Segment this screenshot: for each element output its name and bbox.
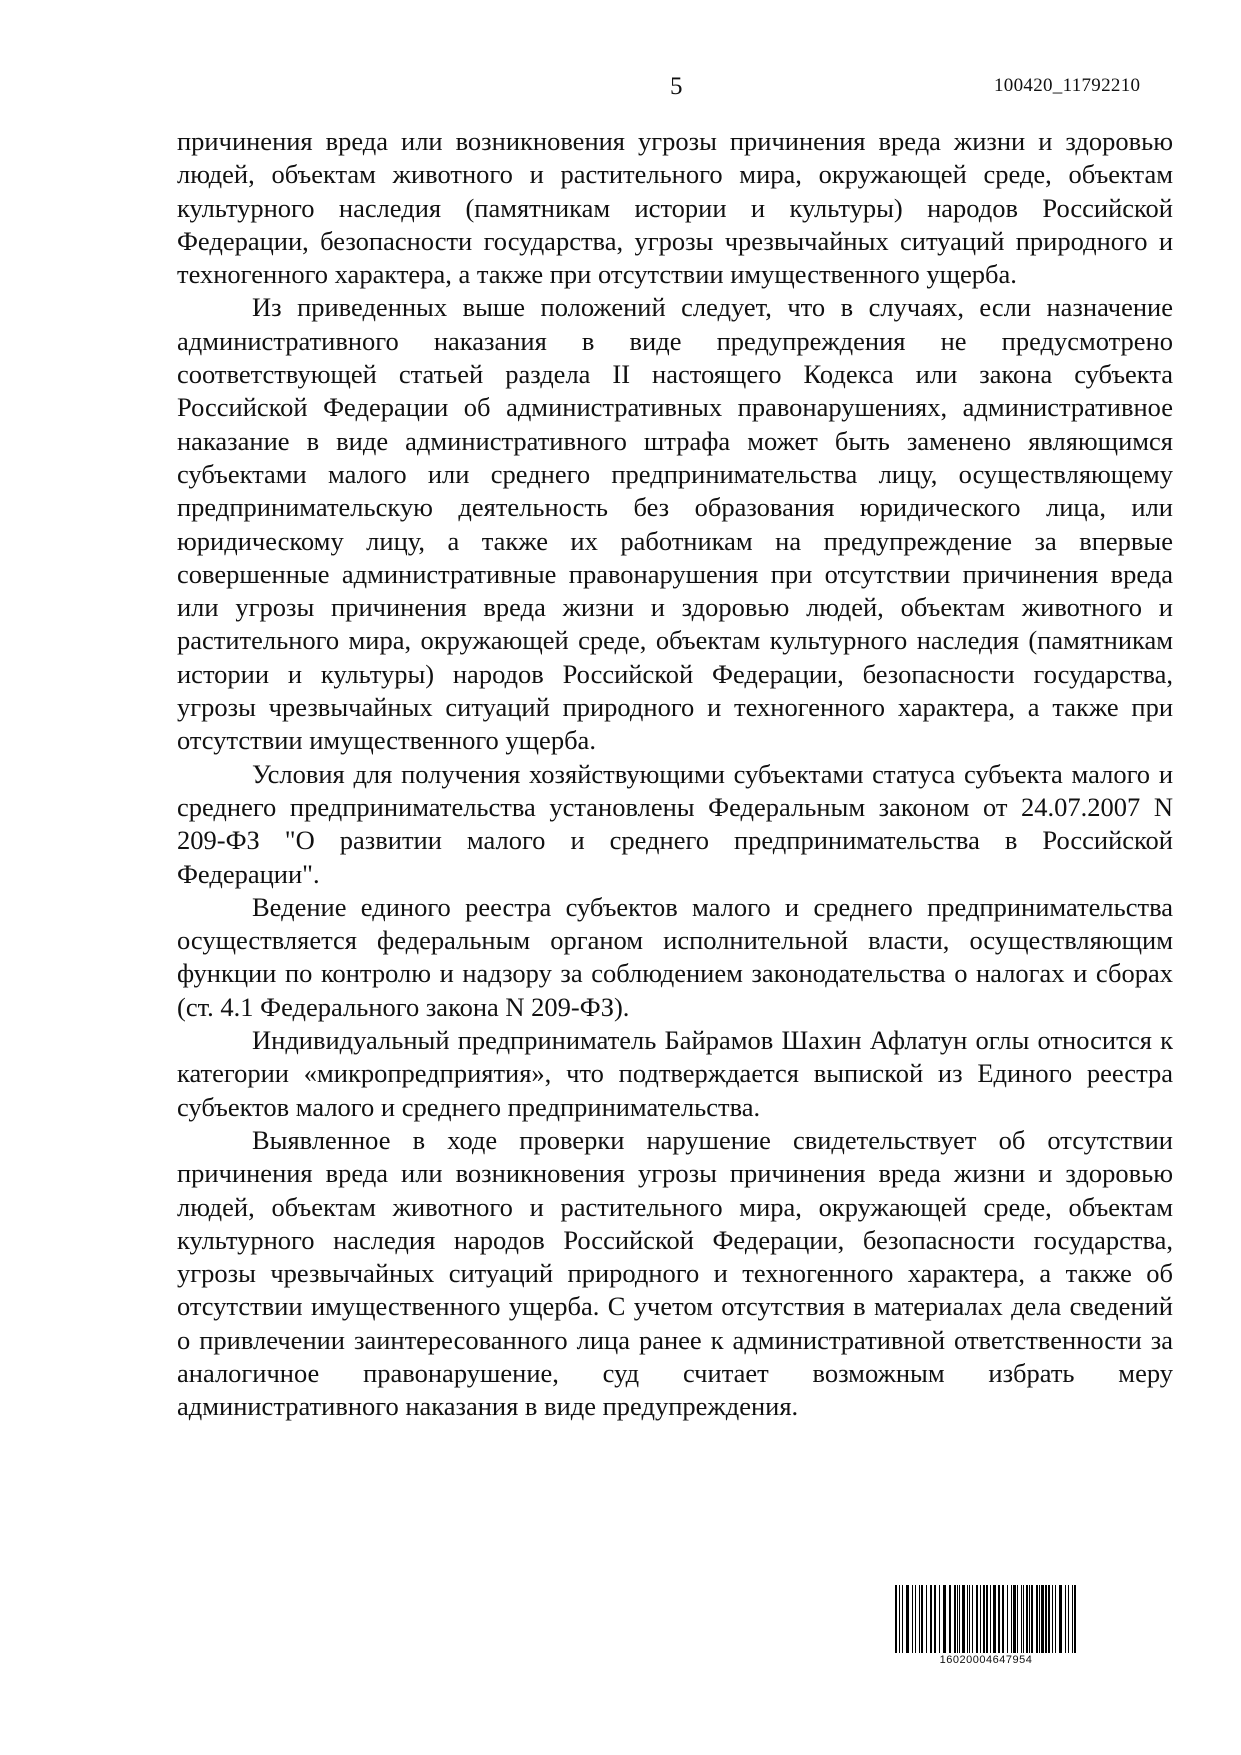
barcode-bar <box>1059 1585 1062 1653</box>
barcode-bar <box>1041 1585 1044 1653</box>
barcode-bar <box>915 1585 916 1653</box>
barcode-bar <box>930 1585 932 1653</box>
barcode-bar <box>1036 1585 1038 1653</box>
barcode-bar <box>959 1585 960 1653</box>
barcode-bar <box>1048 1585 1050 1653</box>
barcode-bar <box>986 1585 988 1653</box>
barcode-bar <box>934 1585 936 1653</box>
barcode <box>893 1585 1079 1669</box>
barcode-bar <box>972 1585 973 1653</box>
barcode-bar <box>1029 1585 1030 1653</box>
barcode-bar <box>980 1585 981 1653</box>
document-id: 100420_11792210 <box>994 75 1141 96</box>
paragraph: Индивидуальный предприниматель Байрамов Шахин Афлатун оглы относится к категории «микропредприятия», что подтверждается выпиской из Единого реестра субъектов малого и среднего предпринимательства. <box>177 1025 1173 1122</box>
barcode-bar <box>1021 1585 1022 1653</box>
paragraph: Условия для получения хозяйствующими субъектами статуса субъекта малого и среднего предпринимательства установлены Федеральным законом от 24.07.2007 N 209-ФЗ "О развитии малого и среднего предпринимательства в Российской Федерации". <box>177 758 1173 889</box>
barcode-bar <box>983 1585 985 1653</box>
barcode-bar <box>1065 1585 1066 1653</box>
barcode-bar <box>1072 1585 1073 1653</box>
barcode-bar <box>1031 1585 1033 1653</box>
barcode-bar <box>967 1585 968 1653</box>
barcode-bar <box>969 1585 970 1653</box>
paragraph: Выявленное в ходе проверки нарушение свидетельствует об отсутствии причинения вреда или возникновения угрозы причинения вреда жизни и здоровью людей, объектам животного и растительного мира, окружающей среде, объектам культурного наследия народов Российской Федерации, безопасности государства, угрозы чрезвычайных ситуаций природного и техногенного характера, а также об отсутствии имущественного ущерба. С учетом отсутствия в материалах дела сведений о привлечении заинтересованного лица ранее к административной ответственности за аналогичное правонарушение, суд считает возможным избрать меру административного наказания в виде предупреждения. <box>177 1124 1173 1422</box>
barcode-bar <box>1068 1585 1069 1653</box>
barcode-bar <box>1055 1585 1056 1653</box>
barcode-number: 16020004647954 <box>939 1654 1033 1666</box>
barcode-bar <box>912 1585 913 1653</box>
barcode-bar <box>1011 1585 1012 1653</box>
barcode-bar <box>919 1585 920 1653</box>
barcode-bar <box>895 1585 897 1653</box>
barcode-bar <box>1007 1585 1008 1653</box>
barcode-bar <box>962 1585 965 1653</box>
barcode-bar <box>1045 1585 1047 1653</box>
barcode-bar <box>1002 1585 1004 1653</box>
barcode-bar <box>939 1585 940 1653</box>
paragraph: Ведение единого реестра субъектов малого и среднего предпринимательства осуществляется федеральным органом исполнительной власти, осуществляющим функции по контролю и надзору за соблюдением законодательства о налогах и сборах (ст. 4.1 Федерального закона N 209-ФЗ). <box>177 891 1173 1022</box>
barcode-bar <box>1013 1585 1016 1653</box>
barcode-bar <box>902 1585 903 1653</box>
barcode-bar <box>998 1585 1000 1653</box>
barcode-bar <box>949 1585 951 1653</box>
page-number: 5 <box>670 73 683 100</box>
barcode-bar <box>993 1585 996 1653</box>
barcode-bar <box>976 1585 978 1653</box>
barcode-bar <box>1023 1585 1024 1653</box>
barcode-bar <box>926 1585 927 1653</box>
barcode-bars <box>893 1585 1079 1653</box>
barcode-bar <box>906 1585 909 1653</box>
barcode-bar <box>1017 1585 1018 1653</box>
barcode-bar <box>954 1585 956 1653</box>
barcode-bar <box>899 1585 900 1653</box>
barcode-bar <box>1026 1585 1028 1653</box>
barcode-bar <box>943 1585 946 1653</box>
barcode-bar <box>1052 1585 1053 1653</box>
barcode-bar <box>1074 1585 1076 1653</box>
paragraph-continuation: причинения вреда или возникновения угрозы причинения вреда жизни и здоровью людей, объектам животного и растительного мира, окружающей среде, объектам культурного наследия (памятникам истории и культуры) народов Российской Федерации, безопасности государства, угрозы чрезвычайных ситуаций природного и техногенного характера, а также при отсутствии имущественного ущерба. <box>177 126 1173 290</box>
barcode-bar <box>1039 1585 1040 1653</box>
paragraph: Из приведенных выше положений следует, что в случаях, если назначение административного наказания в виде предупреждения не предусмотрено соответствующей статьей раздела II настоящего Кодекса или закона субъекта Российской Федерации об административных правонарушениях, административное наказание в виде административного штрафа может быть заменено являющимся субъектами малого или среднего предпринимательства лицу, осуществляющему предпринимательскую деятельность без образования юридического лица, или юридическому лицу, а также их работникам на предупреждение за впервые совершенные административные правонарушения при отсутствии причинения вреда или угрозы причинения вреда жизни и здоровью людей, объектам животного и растительного мира, окружающей среде, объектам культурного наследия (памятникам истории и культуры) народов Российской Федерации, безопасности государства, угрозы чрезвычайных ситуаций природного и техногенного характера, а также при отсутствии имущественного ущерба. <box>177 292 1173 756</box>
barcode-bar <box>957 1585 958 1653</box>
document-body <box>177 125 1173 1424</box>
barcode-bar <box>921 1585 923 1653</box>
barcode-bar <box>990 1585 991 1653</box>
